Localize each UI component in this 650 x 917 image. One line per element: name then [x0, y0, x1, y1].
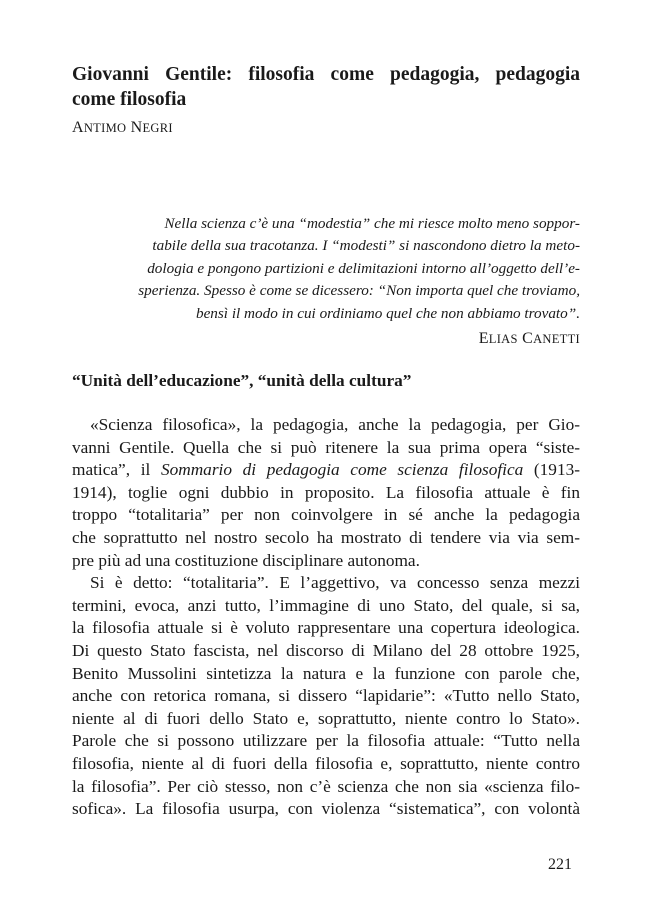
body-line: Di questo Stato fascista, nel discorso di Milano del 28 ottobre 1925, [72, 640, 580, 660]
body-line: 1914), toglie ogni dubbio in proposito. La filosofia attuale è fin [72, 482, 580, 502]
author-initial: A [72, 119, 84, 136]
epigraph-line: sperienza. Spesso è come se dicessero: “Non importa quel che troviamo, [138, 282, 580, 300]
epigraph-line: Nella scienza c’è una “modestia” che mi riesce molto meno soppor- [164, 215, 580, 232]
body-line: che soprattutto nel nostro secolo ha mostrato di tendere via via sem- [72, 527, 580, 547]
epigraph-author-rest: LIAS [488, 332, 518, 346]
epigraph-line: bensì il modo in cui ordiniamo quel che non abbiamo trovato”. [195, 304, 580, 322]
body-line: anche con retorica romana, si dissero “lapidarie”: «Tutto nello Stato, [72, 686, 580, 706]
epigraph-line: tabile della sua tracotanza. I “modesti” si nascondono dietro la meto- [152, 237, 580, 255]
chapter-title [72, 62, 580, 112]
author-surname-rest: EGRI [142, 121, 173, 135]
author-initial: N [130, 119, 143, 136]
body-line: Benito Mussolini sintetizza la natura e la funzione con parole che, [72, 663, 580, 683]
book-title: Sommario di pedagogia come scienza filosofica [160, 460, 524, 480]
body-line: pre più ad una costituzione disciplinare autonoma. [72, 550, 420, 570]
chapter-title-line: come filosofia [72, 89, 187, 110]
chapter-author [72, 119, 173, 137]
body-line: «Scienza filosofica», la pedagogia, anche la pedagogia, per Gio- [90, 415, 580, 434]
body-line: vanni Gentile. Quella che si può ritenere la sua prima opera “siste- [72, 437, 580, 457]
body-line: sofica». La filosofia usurpa, con violenza “sistematica”, con volontà [72, 799, 580, 819]
epigraph-author-initial: C [522, 330, 534, 347]
body-line: Si è detto: “totalitaria”. E l’aggettivo, va concesso senza mezzi [90, 573, 580, 593]
section-heading: “Unità dell’educazione”, “unità della cultura” [72, 371, 412, 390]
body-line: niente al di fuori dello Stato e, soprattutto, niente contro lo Stato». [72, 708, 580, 728]
body-line: troppo “totalitaria” per non coinvolgere in sé anche la pedagogia [72, 505, 580, 525]
body-text-run: (1913- [523, 460, 580, 480]
page-number: 221 [548, 856, 572, 873]
epigraph-quote [72, 213, 580, 325]
body-line: la filosofia”. Per ciò stesso, non c’è scienza che non sia «scienza filo- [72, 776, 580, 796]
body-line: filosofia, niente al di fuori della filosofia e, soprattutto, niente contro [72, 753, 580, 773]
epigraph-author-initial: E [478, 330, 489, 347]
body-line: Parole che si possono utilizzare per la filosofia attuale: “Tutto nella [72, 731, 580, 751]
author-name-rest: NTIMO [83, 121, 127, 135]
body-line [72, 459, 580, 482]
epigraph-author-rest: ANETTI [533, 332, 580, 346]
epigraph-line: dologia e pongono partizioni e delimitazioni intorno all’oggetto dell’e- [147, 259, 580, 277]
chapter-title-line: Giovanni Gentile: filosofia come pedagogia, pedagogia [72, 64, 580, 85]
body-line: termini, evoca, anzi tutto, l’immagine di uno Stato, del quale, si sa, [72, 595, 580, 615]
body-line: la filosofia attuale si è voluto rappresentare una copertura ideologica. [72, 618, 580, 638]
body-text [72, 414, 580, 821]
body-text-run: matica”, il [72, 460, 161, 480]
epigraph-author [479, 330, 580, 348]
